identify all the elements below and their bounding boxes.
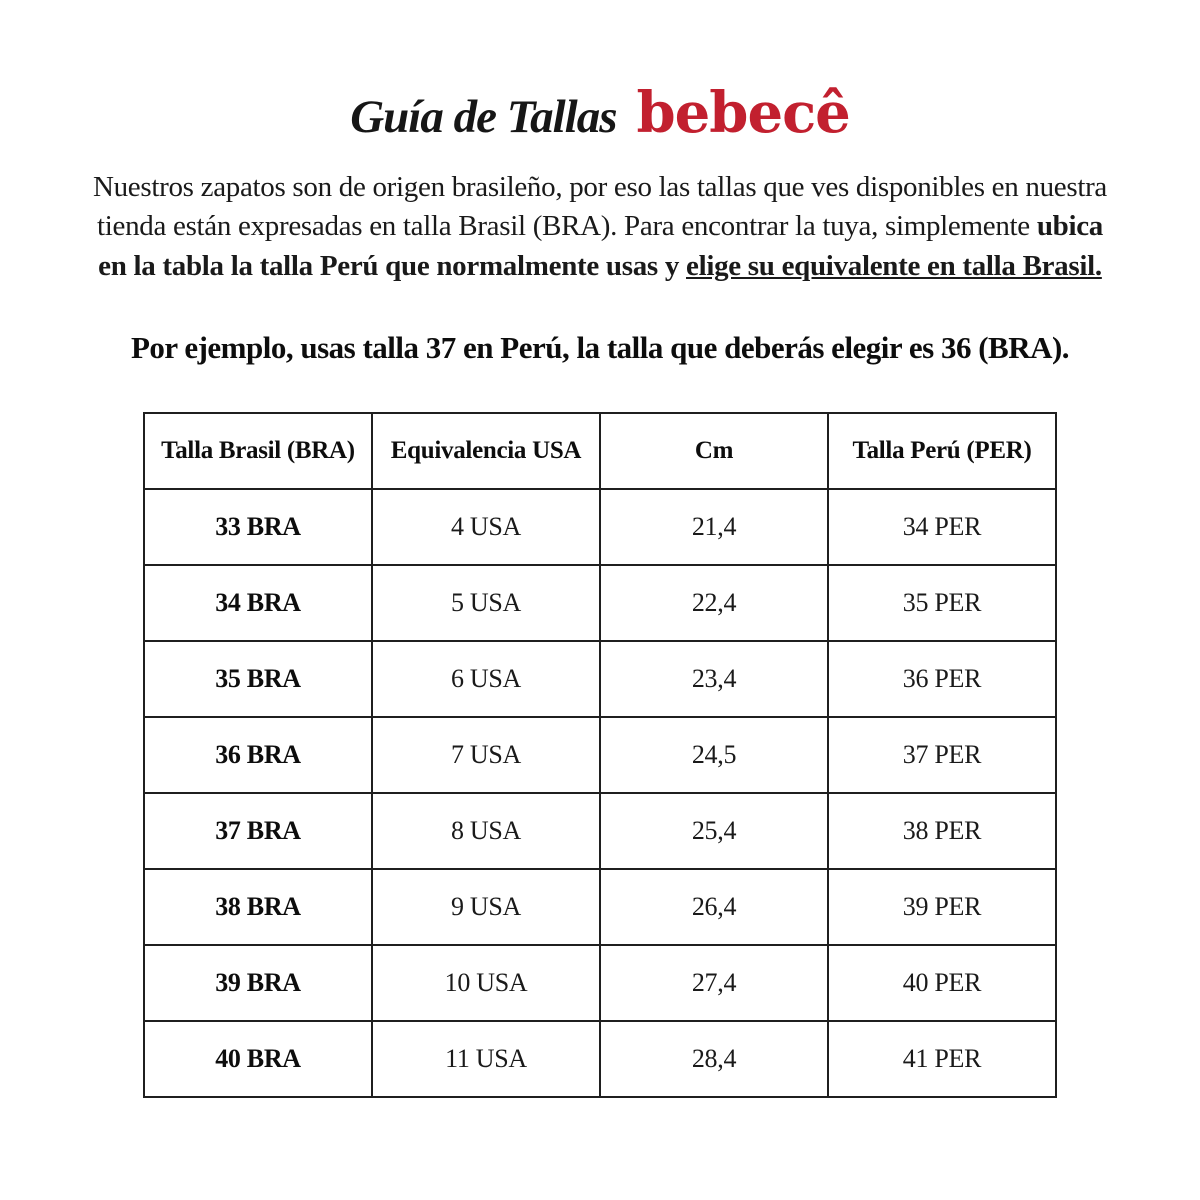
intro-paragraph [80,168,1120,286]
table-row [144,489,1056,565]
table-cell-cm: 23,4 [600,641,828,717]
table-cell-usa: 4 USA [372,489,600,565]
table-row [144,641,1056,717]
brand-logo: bebecê [636,80,850,146]
table-cell-cm: 24,5 [600,717,828,793]
intro-text-bold-underlined: elige su equivalente en talla Brasil. [686,249,1102,282]
column-header-cm: Cm [600,413,828,489]
table-cell-per: 40 PER [828,945,1056,1021]
table-cell-usa: 7 USA [372,717,600,793]
intro-text-bold: ubica en la tabla la talla Perú que normalmente usas y [98,210,1103,282]
table-cell-cm: 21,4 [600,489,828,565]
table-cell-usa: 11 USA [372,1021,600,1097]
size-table-body [144,489,1056,1097]
table-cell-per: 39 PER [828,869,1056,945]
table-row [144,945,1056,1021]
table-cell-per: 37 PER [828,717,1056,793]
column-header-bra: Talla Brasil (BRA) [144,413,372,489]
table-cell-cm: 25,4 [600,793,828,869]
title-row [0,0,1200,146]
table-cell-cm: 27,4 [600,945,828,1021]
table-cell-per: 34 PER [828,489,1056,565]
size-table [143,412,1057,1098]
intro-text-normal: Nuestros zapatos son de origen brasileño, por eso las tallas que ves disponibles en nuestra tienda están expresadas en talla Brasil (BRA). Para encontrar la tuya, simplemente [92,171,1108,243]
table-cell-bra: 35 BRA [144,641,372,717]
table-cell-usa: 9 USA [372,869,600,945]
table-cell-per: 35 PER [828,565,1056,641]
table-cell-cm: 22,4 [600,565,828,641]
column-header-usa: Equivalencia USA [372,413,600,489]
table-cell-per: 36 PER [828,641,1056,717]
table-cell-usa: 5 USA [372,565,600,641]
table-cell-usa: 8 USA [372,793,600,869]
table-cell-per: 38 PER [828,793,1056,869]
table-cell-bra: 36 BRA [144,717,372,793]
page-title: Guía de Tallas [350,91,617,143]
column-header-per: Talla Perú (PER) [828,413,1056,489]
size-table-head [144,413,1056,489]
table-cell-cm: 26,4 [600,869,828,945]
table-row [144,565,1056,641]
table-cell-bra: 40 BRA [144,1021,372,1097]
table-cell-bra: 38 BRA [144,869,372,945]
table-row [144,793,1056,869]
table-cell-bra: 34 BRA [144,565,372,641]
example-text: Por ejemplo, usas talla 37 en Perú, la talla que deberás elegir es 36 (BRA). [130,330,1070,366]
header-row [144,413,1056,489]
table-row [144,869,1056,945]
table-cell-cm: 28,4 [600,1021,828,1097]
table-cell-bra: 33 BRA [144,489,372,565]
table-row [144,717,1056,793]
table-row [144,1021,1056,1097]
table-cell-usa: 6 USA [372,641,600,717]
table-cell-per: 41 PER [828,1021,1056,1097]
table-cell-usa: 10 USA [372,945,600,1021]
table-cell-bra: 37 BRA [144,793,372,869]
table-cell-bra: 39 BRA [144,945,372,1021]
